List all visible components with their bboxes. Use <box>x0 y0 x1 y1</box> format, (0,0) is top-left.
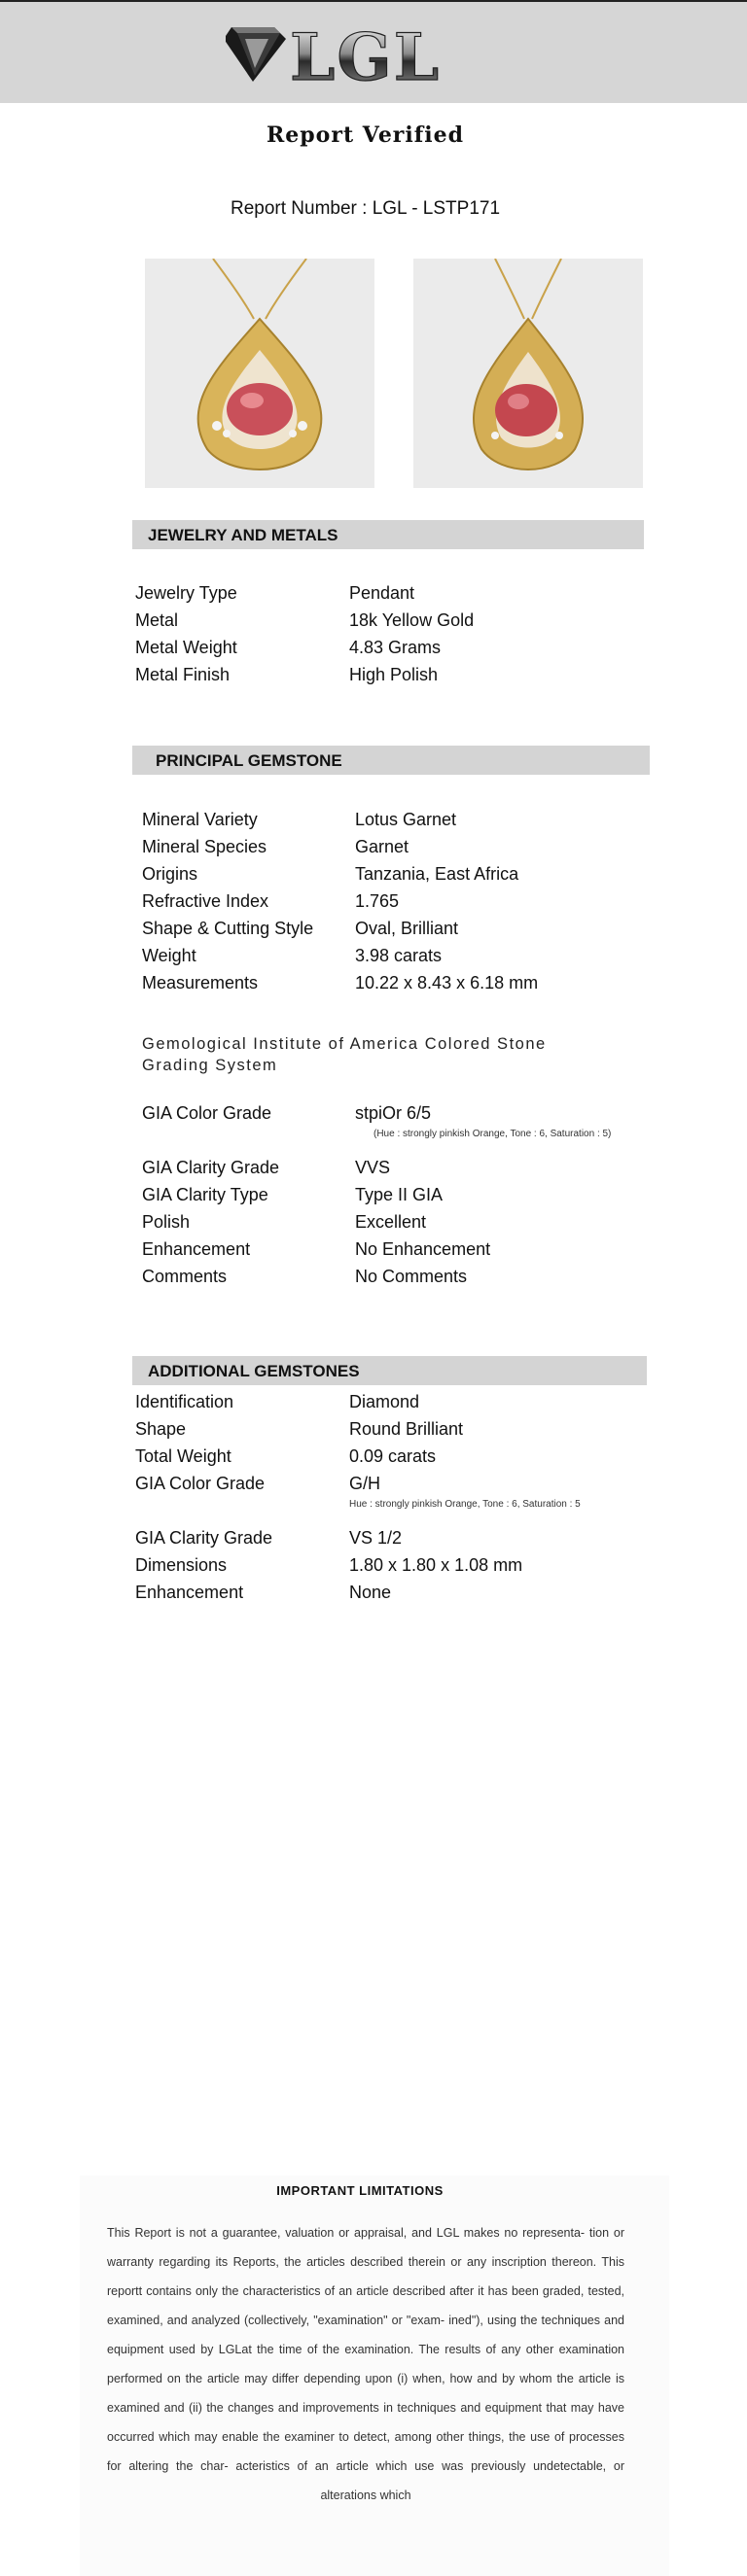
principal-section-title: PRINCIPAL GEMSTONE <box>156 751 342 770</box>
jewelry-section-header <box>132 520 644 549</box>
lgl-logo-graphic <box>226 14 479 91</box>
lgl-logo <box>226 14 479 91</box>
jewelry-type-value: Pendant <box>349 583 415 603</box>
metal-label: Metal <box>135 610 179 630</box>
mineral-variety-label: Mineral Variety <box>142 810 258 829</box>
dimensions-value: 1.80 x 1.80 x 1.08 mm <box>349 1555 523 1575</box>
diamond-color-grade-note: Hue : strongly pinkish Orange, Tone : 6, Saturation : 5 <box>349 1499 581 1510</box>
refractive-index-label: Refractive Index <box>142 891 269 911</box>
weight-label: Weight <box>142 946 196 965</box>
metal-weight-label: Metal Weight <box>135 638 237 657</box>
gia-grading-system-heading: Gemological Institute of America Colored Stone Grading System <box>142 1035 547 1074</box>
metal-finish-label: Metal Finish <box>135 665 231 684</box>
pendant-front-photo <box>145 259 374 488</box>
metal-value: 18k Yellow Gold <box>349 610 475 630</box>
refractive-index-value: 1.765 <box>355 891 400 911</box>
metal-finish-value: High Polish <box>349 665 439 684</box>
total-weight-value: 0.09 carats <box>349 1446 437 1466</box>
diamond-enhancement-label: Enhancement <box>135 1583 244 1602</box>
diamond-clarity-grade-label: GIA Clarity Grade <box>135 1528 273 1548</box>
diamond-enhancement-value: None <box>349 1583 392 1602</box>
shape-cutting-value: Oval, Brilliant <box>355 919 459 938</box>
gia-color-grade-note: (Hue : strongly pinkish Orange, Tone : 6, Saturation : 5) <box>374 1129 612 1139</box>
jewelry-section-title: JEWELRY AND METALS <box>148 526 338 544</box>
dimensions-label: Dimensions <box>135 1555 228 1575</box>
additional-section-title: ADDITIONAL GEMSTONES <box>148 1362 360 1380</box>
principal-section-header <box>132 746 650 775</box>
polish-value: Excellent <box>355 1212 427 1232</box>
diamond-clarity-grade-value: VS 1/2 <box>349 1528 403 1548</box>
jewelry-type-label: Jewelry Type <box>135 583 237 603</box>
gia-color-grade-value: stpiOr 6/5 <box>355 1103 432 1123</box>
report-number: Report Number : LGL - LSTP171 <box>230 198 501 219</box>
shape-value: Round Brilliant <box>349 1419 464 1439</box>
diamond-color-grade-label: GIA Color Grade <box>135 1474 266 1493</box>
weight-value: 3.98 carats <box>355 946 443 965</box>
gia-color-grade-label: GIA Color Grade <box>142 1103 272 1123</box>
shape-label: Shape <box>135 1419 187 1439</box>
gia-clarity-type-value: Type II GIA <box>355 1185 444 1204</box>
identification-label: Identification <box>135 1392 234 1411</box>
comments-label: Comments <box>142 1267 228 1286</box>
enhancement-label: Enhancement <box>142 1239 251 1259</box>
limitations-text: This Report is not a guarantee, valuation or appraisal, and LGL makes no representa- tion or warranty regarding its Reports, the articles described therein or any inscription thereon. This reportt contains only the characteristics of an article described after it has been graded, tested, examined, and analyzed (collectively, "examination" or "exam- ined"), using the techniques and equipment used by LGLat the time of the examination. The results of any other examination performed on the article may differ depending upon (i) when, how and by whom the article is examined and (ii) the changes and improvements in techniques and equipment that may have occurred which may enable the examiner to detect, among other things, the use of processes for altering the char- acteristics of an article which use was previously undetectable, or alterations which <box>107 2226 624 2502</box>
additional-section-header <box>132 1356 647 1385</box>
page-title: Report Verified <box>267 122 464 148</box>
gia-clarity-grade-label: GIA Clarity Grade <box>142 1158 280 1177</box>
total-weight-label: Total Weight <box>135 1446 231 1466</box>
metal-weight-value: 4.83 Grams <box>349 638 442 657</box>
gia-clarity-type-label: GIA Clarity Type <box>142 1185 268 1204</box>
identification-value: Diamond <box>349 1392 420 1411</box>
gia-clarity-grade-value: VVS <box>355 1158 391 1177</box>
mineral-species-label: Mineral Species <box>142 837 267 856</box>
enhancement-value: No Enhancement <box>355 1239 491 1259</box>
pendant-angle-photo <box>413 259 643 488</box>
origins-label: Origins <box>142 864 198 884</box>
measurements-value: 10.22 x 8.43 x 6.18 mm <box>355 973 539 992</box>
mineral-species-value: Garnet <box>355 837 409 856</box>
header-bar <box>0 0 747 103</box>
measurements-label: Measurements <box>142 973 259 992</box>
mineral-variety-value: Lotus Garnet <box>355 810 457 829</box>
origins-value: Tanzania, East Africa <box>355 864 519 884</box>
diamond-color-grade-value: G/H <box>349 1474 381 1493</box>
polish-label: Polish <box>142 1212 191 1232</box>
shape-cutting-label: Shape & Cutting Style <box>142 919 314 938</box>
limitations-title: IMPORTANT LIMITATIONS <box>276 2183 444 2198</box>
comments-value: No Comments <box>355 1267 468 1286</box>
logo-text: LGL <box>290 19 442 91</box>
